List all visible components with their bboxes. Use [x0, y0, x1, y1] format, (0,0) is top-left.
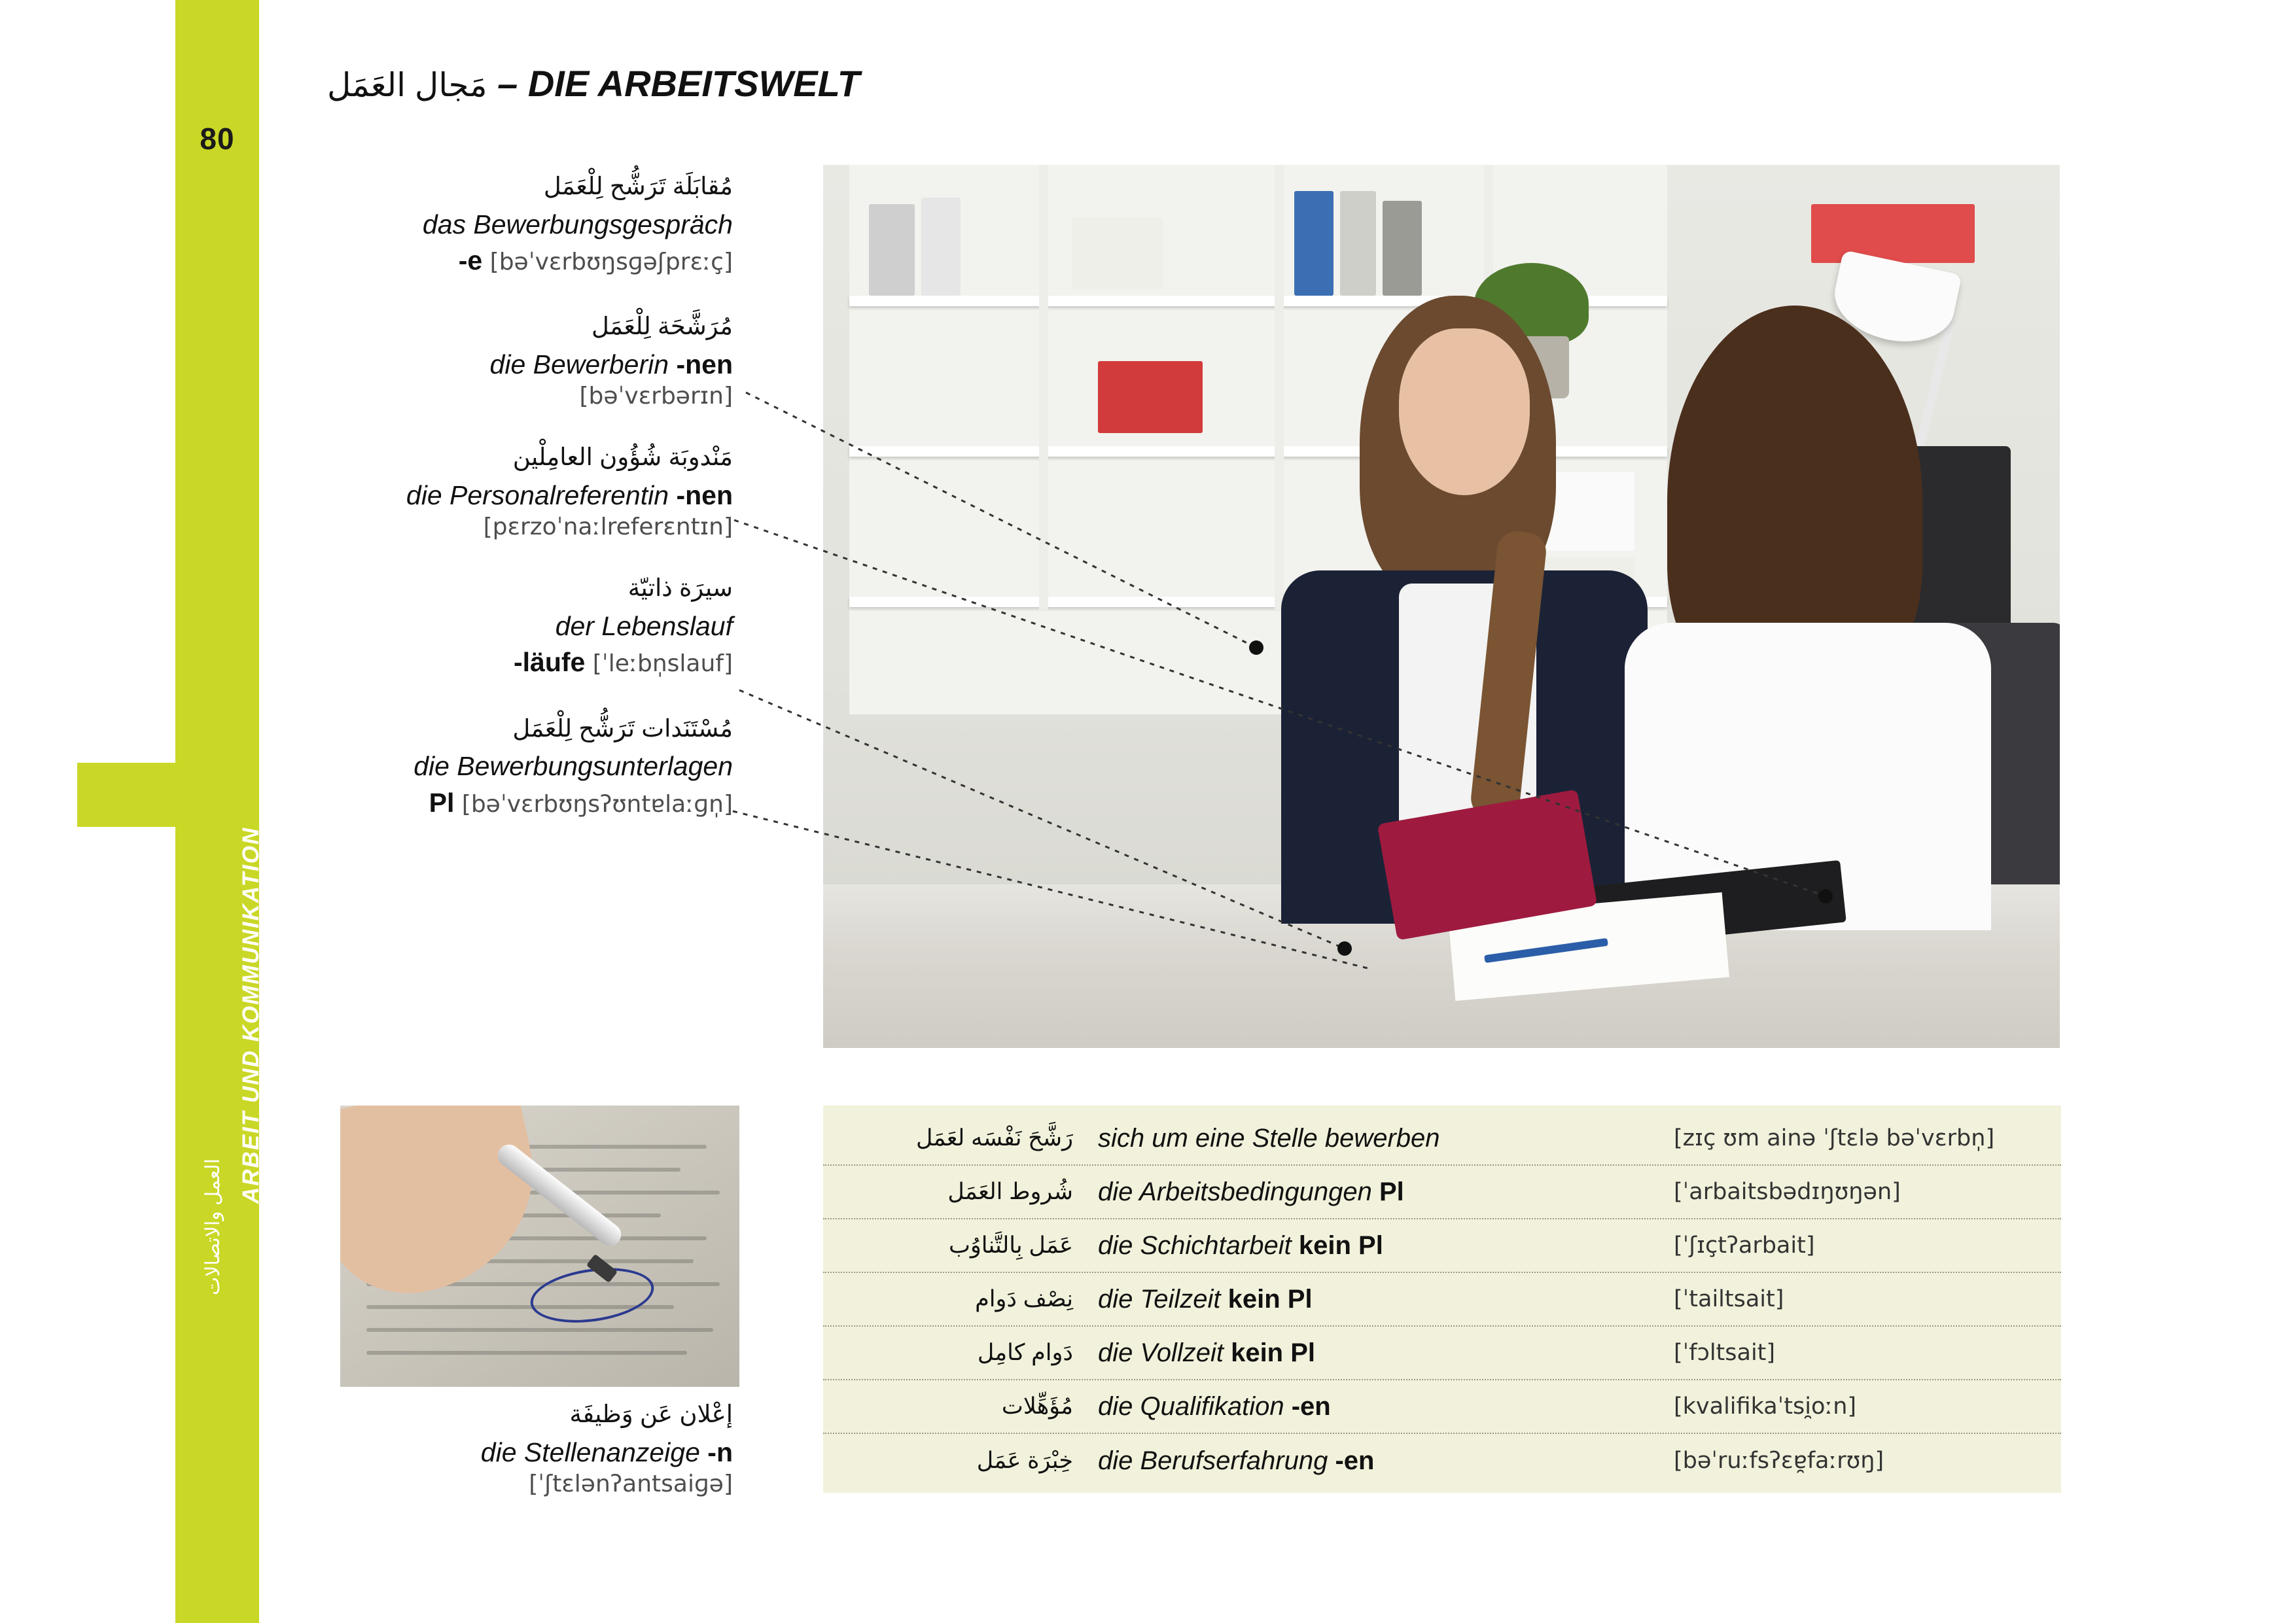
- vocab-ipa: [pɛrzoˈnaːlreferɛntɪn]: [483, 514, 733, 541]
- photo-text-line: [366, 1351, 687, 1355]
- row-german-text: die Teilzeit: [1098, 1284, 1221, 1314]
- photo-storage-box: [1072, 217, 1163, 289]
- row-arabic: عَمَل بِالتَّناوُب: [948, 1232, 1073, 1258]
- vocab-ipa: [ˈleːbn̩slauf]: [592, 650, 733, 678]
- table-row: [823, 1166, 2061, 1219]
- photo-binder: [1383, 201, 1422, 296]
- vocab-plural: -e: [458, 245, 483, 275]
- row-arabic: دَوام كامِل: [977, 1340, 1073, 1365]
- photo-red-shelf-item: [1811, 204, 1975, 263]
- caption-plural: -n: [707, 1437, 733, 1467]
- table-row: [823, 1380, 2061, 1434]
- row-arabic: نِصْف دَوام: [975, 1286, 1073, 1312]
- photo-binder: [869, 204, 915, 296]
- vocab-arabic: مَنْدوبَة شُؤُون العامِلْين: [512, 444, 733, 471]
- row-german: [1098, 1178, 1674, 1207]
- page-title-arabic: مَجال العَمَل: [327, 67, 487, 103]
- caption-arabic: إعْلان عَن وَظيفَة: [569, 1401, 733, 1427]
- photo-text-line: [366, 1328, 713, 1332]
- row-ipa: [zɪç ʊm ainə ˈʃtɛlə bəˈvɛrbn̩]: [1674, 1125, 1995, 1151]
- sidebar-chapter-tab: [77, 763, 175, 827]
- vocab-arabic: سيرَة ذاتيّة: [627, 574, 733, 602]
- vocab-arabic: مُرَشَّحَة لِلْعَمَل: [591, 313, 733, 340]
- vocab-german: das Bewerbungsgespräch: [422, 209, 733, 239]
- table-row: [823, 1327, 2061, 1380]
- row-arabic: خِبْرَة عَمَل: [976, 1448, 1073, 1473]
- page-title-german: DIE ARBEITSWELT: [527, 63, 860, 104]
- photo-shelf-divider: [1039, 165, 1048, 610]
- vocab-entry: [249, 570, 733, 680]
- row-german-text: die Vollzeit: [1098, 1338, 1224, 1367]
- row-german: [1098, 1285, 1674, 1314]
- vocab-ipa: [bəˈvɛrbʊŋsʔʊntɐlaːɡn̩]: [461, 790, 733, 818]
- photo-red-object: [1098, 361, 1203, 433]
- row-german-text: die Berufserfahrung: [1098, 1446, 1328, 1475]
- row-marker: kein Pl: [1231, 1338, 1316, 1367]
- vocab-plural: -nen: [676, 480, 733, 510]
- row-marker: -en: [1335, 1446, 1375, 1475]
- vocab-german: die Personalreferentin: [406, 480, 669, 510]
- caption-german: die Stellenanzeige: [480, 1437, 700, 1467]
- vocab-plural-and-ipa: [249, 243, 733, 279]
- page-title-dash: –: [497, 63, 518, 104]
- photo-shelf-divider: [1275, 165, 1284, 610]
- vocab-arabic: مُسْتَنَدات تَرَشُّح لِلْعَمَل: [512, 714, 733, 742]
- vocab-plural: Pl: [429, 787, 455, 818]
- vocab-plural: -nen: [676, 349, 733, 379]
- row-german: [1098, 1392, 1674, 1422]
- vocab-entry: [249, 309, 733, 410]
- row-ipa: [ˈtailtsait]: [1674, 1286, 1784, 1312]
- vocab-german-line: [249, 478, 733, 514]
- vocab-entry: [249, 169, 733, 279]
- vocab-ipa: [bəˈvɛrbərɪn]: [579, 383, 733, 410]
- job-advert-caption: [249, 1397, 733, 1497]
- vocab-german-line: [249, 347, 733, 383]
- row-german: [1098, 1446, 1674, 1476]
- vocab-german: die Bewerbungsunterlagen: [414, 751, 733, 782]
- sidebar-chapter-title: [175, 236, 264, 1295]
- vocab-german: die Bewerberin: [489, 349, 669, 379]
- sidebar-chapter-title-de: ARBEIT UND KOMMUNIKATION: [238, 826, 264, 1204]
- vocabulary-list: [249, 169, 733, 851]
- vocab-entry: [249, 440, 733, 540]
- photo-applicant-face: [1399, 328, 1530, 495]
- row-german-text: sich um eine Stelle bewerben: [1098, 1123, 1440, 1153]
- row-arabic: مُؤَهِّلات: [1001, 1393, 1073, 1419]
- photo-binder: [921, 198, 961, 296]
- row-german: [1098, 1338, 1674, 1368]
- table-row: [823, 1219, 2061, 1273]
- page-title: [327, 62, 1898, 105]
- photo-binder: [1340, 191, 1376, 296]
- vocab-german: der Lebenslauf: [555, 610, 733, 641]
- vocab-ipa: [bəˈvɛrbʊŋsɡəʃprɛːç]: [489, 248, 733, 275]
- vocab-entry: [249, 711, 733, 821]
- row-marker: -en: [1291, 1391, 1331, 1421]
- row-arabic: شُروط العَمَل: [947, 1179, 1073, 1204]
- row-german-text: die Qualifikation: [1098, 1391, 1284, 1421]
- row-marker: kein Pl: [1298, 1230, 1383, 1260]
- table-row: [823, 1434, 2061, 1488]
- vocab-plural-and-ipa: [249, 644, 733, 680]
- page-number: 80: [200, 122, 235, 156]
- row-german: [1098, 1124, 1674, 1153]
- caption-german-line: [249, 1435, 733, 1471]
- row-ipa: [ˈʃɪçtʔarbait]: [1674, 1232, 1815, 1259]
- vocab-plural-and-ipa: [249, 785, 733, 821]
- caption-ipa: [ˈʃtɛlənʔantsaiɡə]: [529, 1470, 733, 1497]
- job-interview-photo: [823, 165, 2060, 1048]
- job-advert-photo: [340, 1106, 739, 1387]
- row-marker: kein Pl: [1227, 1284, 1313, 1314]
- row-ipa: [bəˈruːfsʔɛɐ̯faːrʊŋ]: [1674, 1448, 1884, 1474]
- row-ipa: [ˈfɔltsait]: [1674, 1340, 1776, 1366]
- row-arabic: رَشَّحَ نَفْسَه لعَمَل: [916, 1125, 1073, 1151]
- row-german: [1098, 1231, 1674, 1261]
- row-german-text: die Arbeitsbedingungen: [1098, 1177, 1372, 1206]
- sidebar-chapter-title-ar: العمل والاتصالات: [202, 1158, 224, 1295]
- vocab-arabic: مُقابَلَة تَرَشُّح لِلْعَمَل: [543, 173, 733, 200]
- row-marker: Pl: [1379, 1177, 1404, 1206]
- row-german-text: die Schichtarbeit: [1098, 1230, 1292, 1260]
- table-row: [823, 1273, 2061, 1327]
- row-ipa: [ˈarbaitsbədɪŋʊŋən]: [1674, 1179, 1901, 1205]
- row-ipa: [kvalifikaˈtsi̯oːn]: [1674, 1393, 1857, 1420]
- table-row: [823, 1112, 2061, 1166]
- vocab-plural: -läufe: [513, 647, 586, 678]
- phrase-table: [823, 1106, 2061, 1493]
- photo-binder: [1294, 191, 1333, 296]
